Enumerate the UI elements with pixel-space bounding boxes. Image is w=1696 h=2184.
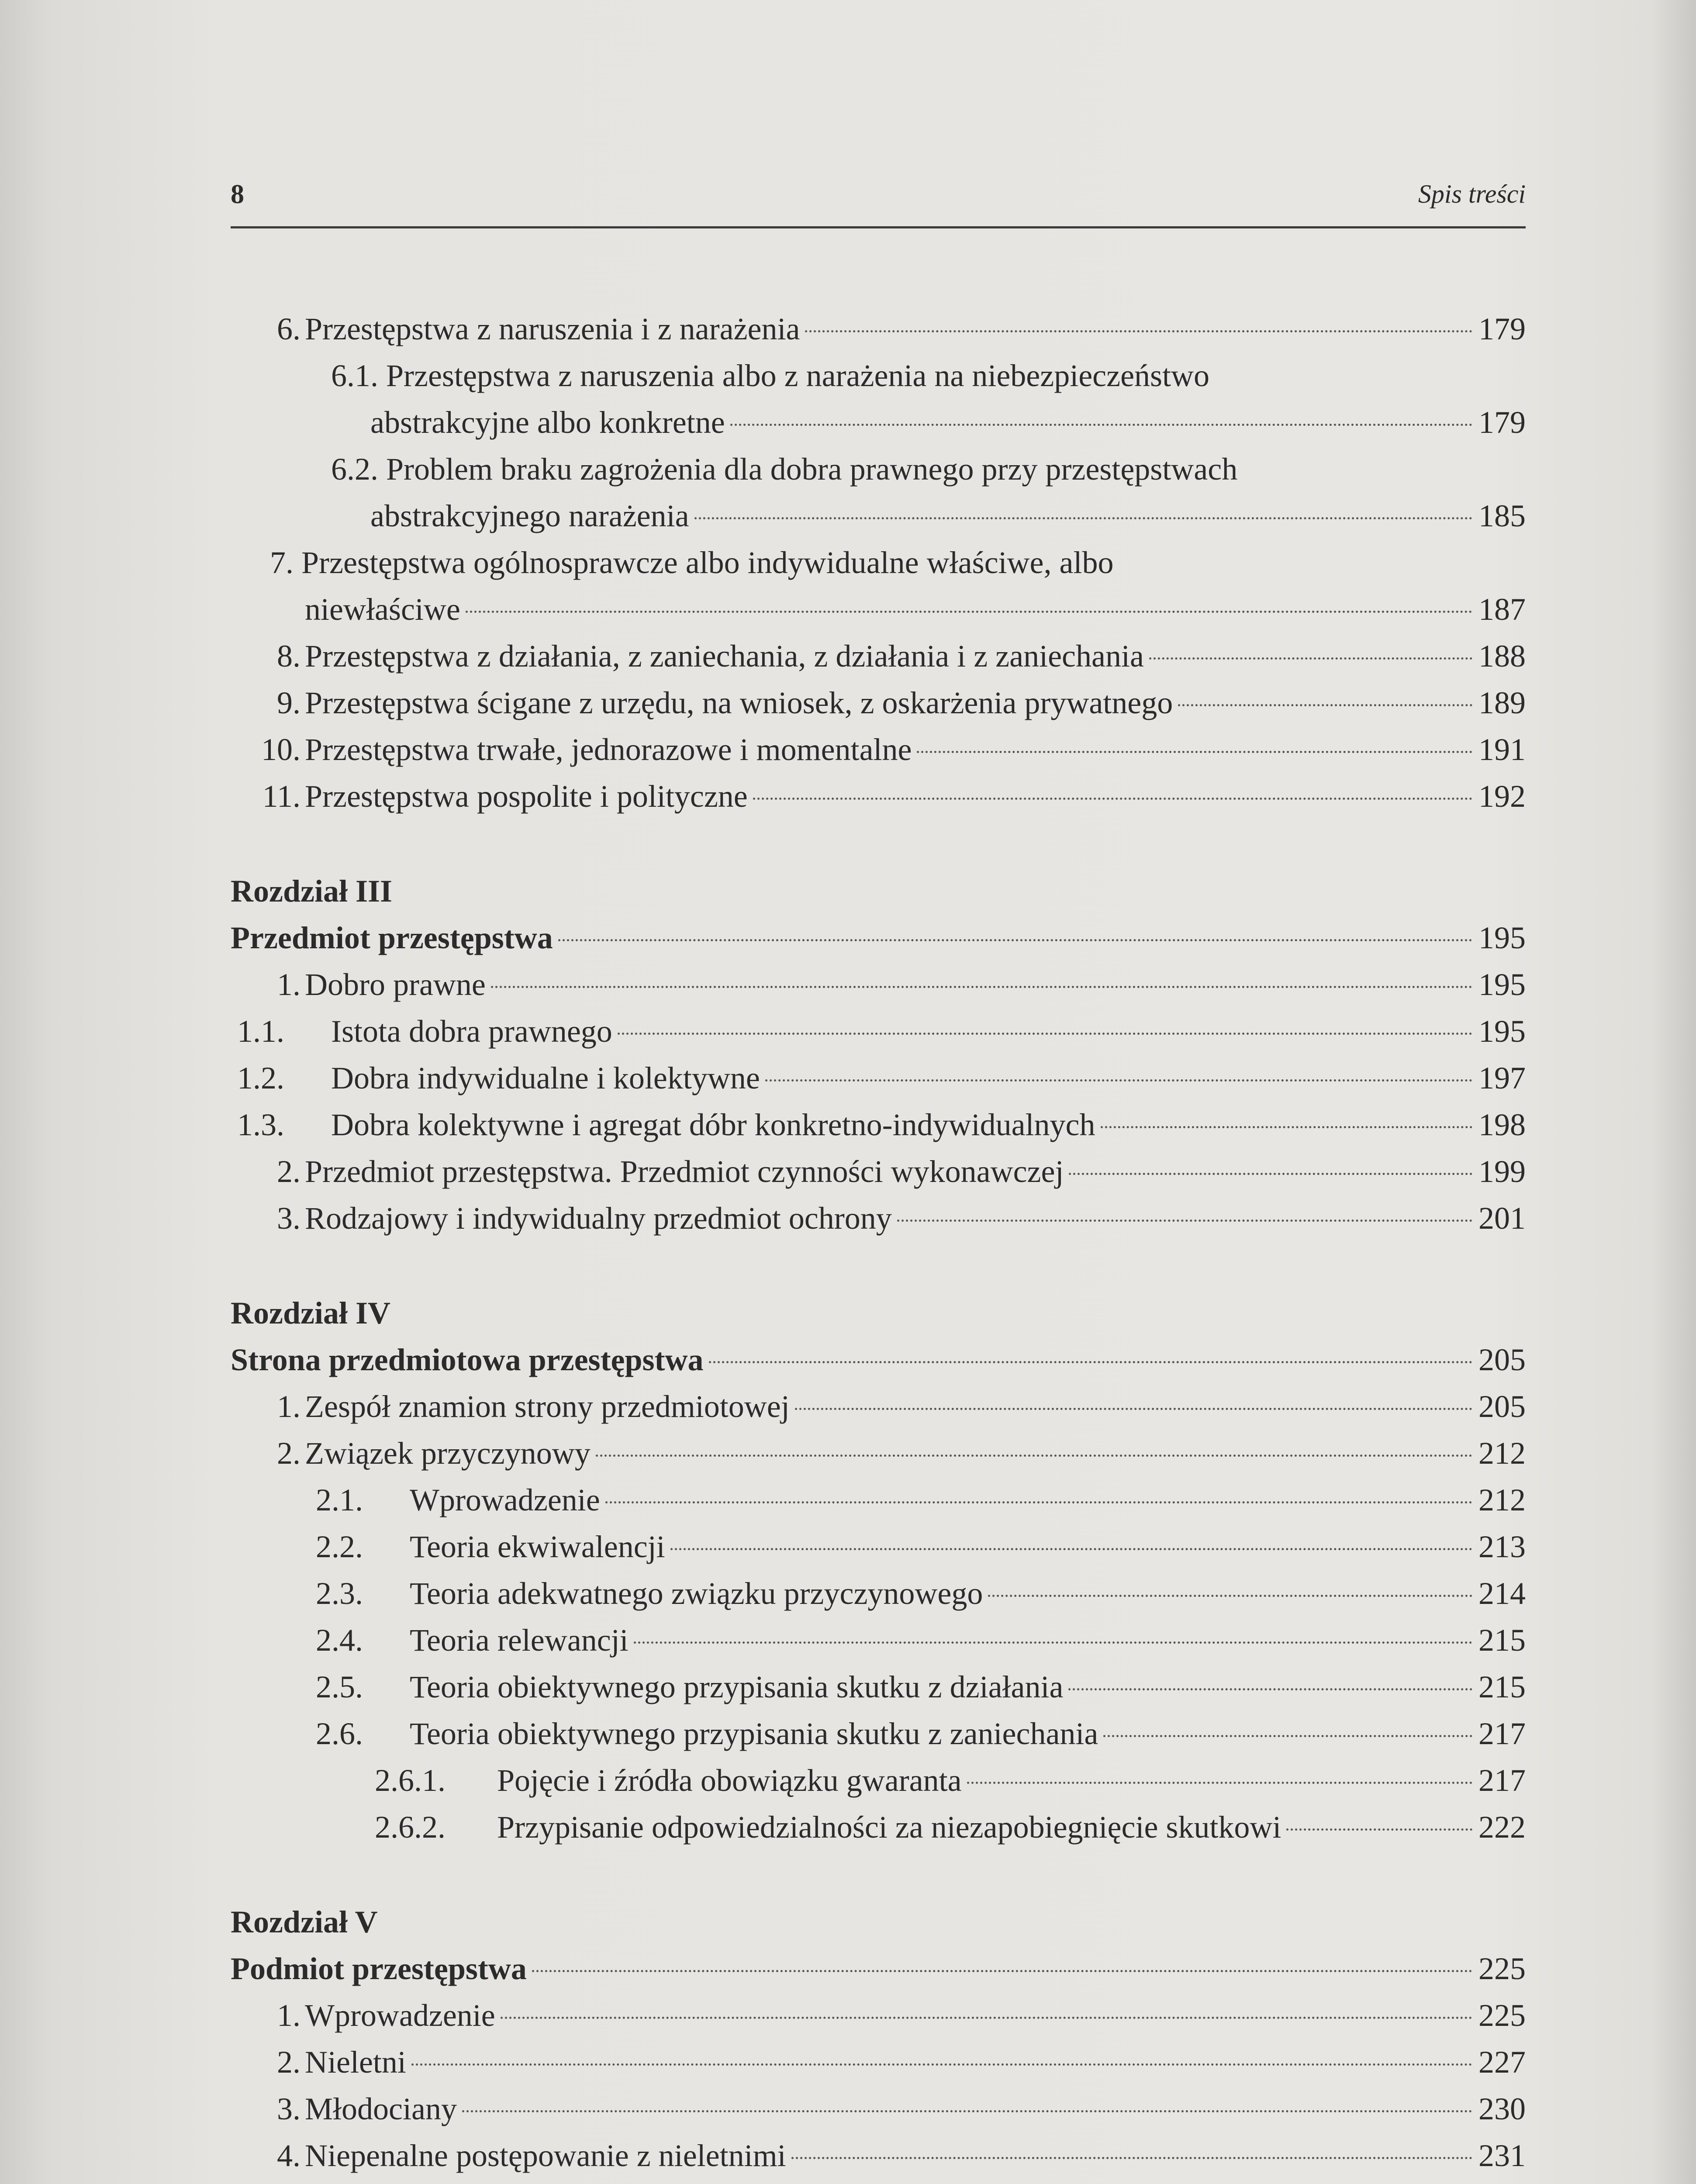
entry-number: 2.	[277, 1436, 301, 1471]
entry-page: 195	[1478, 920, 1526, 955]
entry-page: 212	[1478, 1482, 1526, 1517]
entry-page: 187	[1478, 592, 1526, 627]
entry-number: 7.	[270, 545, 294, 580]
entry-title: Dobra indywidualne i kolektywne	[331, 1061, 760, 1095]
entry-title: Przestępstwa ścigane z urzędu, na wniosek, z oskarżenia prywatnego	[305, 685, 1173, 720]
dot-leader	[1069, 1173, 1472, 1175]
dot-leader	[411, 2063, 1472, 2066]
dot-leader	[670, 1548, 1472, 1550]
toc-entry	[231, 306, 1526, 352]
entry-number: 2.3.	[316, 1576, 363, 1611]
entry-number: 2.6.2.	[375, 1810, 446, 1845]
entry-title: Wprowadzenie	[305, 1998, 495, 2033]
entry-page: 215	[1478, 1669, 1526, 1704]
chapter-title: Strona przedmiotowa przestępstwa	[231, 1342, 704, 1377]
chapter-title: Podmiot przestępstwa	[231, 1951, 527, 1986]
entry-title: Pojęcie i źródła obowiązku gwaranta	[497, 1763, 962, 1798]
entry-title: Teoria obiektywnego przypisania skutku z zaniechania	[410, 1716, 1098, 1751]
toc-entry	[231, 2132, 1526, 2179]
toc-entry	[231, 1477, 1526, 1524]
entry-number: 1.	[277, 1389, 301, 1424]
entry-title: Nieletni	[305, 2045, 406, 2080]
entry-page: 195	[1478, 1014, 1526, 1049]
entry-page: 197	[1478, 1061, 1526, 1095]
entry-page: 188	[1478, 639, 1526, 674]
entry-number: 2.	[277, 1154, 301, 1189]
entry-title: Dobro prawne	[305, 967, 486, 1002]
entry-number: 6.	[277, 311, 301, 346]
entry-title: Teoria obiektywnego przypisania skutku z działania	[410, 1669, 1064, 1704]
toc-entry-continuation	[231, 399, 1526, 446]
entry-number: 1.	[277, 967, 301, 1002]
entry-title: Istota dobra prawnego	[331, 1014, 612, 1049]
header-rule	[231, 226, 1526, 228]
entry-page: 179	[1478, 311, 1526, 346]
chapter-label: Rozdział III	[231, 874, 393, 909]
entry-page: 225	[1478, 1998, 1526, 2033]
entry-page: 201	[1478, 1201, 1526, 1236]
entry-number: 2.6.1.	[375, 1763, 446, 1798]
toc-entry	[231, 680, 1526, 726]
chapter-label: Rozdział IV	[231, 1296, 390, 1330]
entry-title: Związek przyczynowy	[305, 1436, 591, 1471]
chapter-title-entry	[231, 915, 1526, 961]
entry-title: Przestępstwa z naruszenia albo z narażenia na niebezpieczeństwo	[386, 358, 1210, 393]
dot-leader	[1068, 1688, 1472, 1690]
entry-number: 6.1.	[331, 358, 378, 393]
toc-entry	[231, 1383, 1526, 1430]
entry-title: Wprowadzenie	[410, 1482, 600, 1517]
entry-number: 11.	[262, 779, 301, 814]
toc-entry	[231, 352, 1526, 399]
entry-number: 3.	[277, 2091, 301, 2126]
entry-number: 6.2.	[331, 452, 378, 487]
entry-title: Dobra kolektywne i agregat dóbr konkretno-indywidualnych	[331, 1107, 1095, 1142]
entry-title: Rodzajowy i indywidualny przedmiot ochrony	[305, 1201, 892, 1236]
dot-leader	[618, 1033, 1472, 1035]
running-head	[231, 179, 1526, 227]
dot-leader	[605, 1501, 1472, 1503]
dot-leader	[491, 986, 1472, 988]
toc-entry	[231, 2179, 1526, 2184]
toc-entry	[231, 1804, 1526, 1851]
entry-page: 212	[1478, 1436, 1526, 1471]
chapter-title-entry	[231, 1946, 1526, 1992]
toc-entry	[231, 1055, 1526, 1102]
entry-number: 2.6.	[316, 1716, 363, 1751]
entry-number: 9.	[277, 685, 301, 720]
entry-number: 10.	[261, 732, 301, 767]
table-of-contents	[231, 306, 1526, 2184]
toc-entry	[231, 446, 1526, 493]
entry-title: Zespół znamion strony przedmiotowej	[305, 1389, 790, 1424]
entry-page: 189	[1478, 685, 1526, 720]
dot-leader	[1101, 1126, 1472, 1128]
entry-title: Teoria relewancji	[410, 1623, 629, 1658]
dot-leader	[558, 939, 1472, 941]
entry-title: Młodociany	[305, 2091, 457, 2126]
section-title: Spis treści	[1418, 180, 1526, 208]
toc-entry	[231, 1008, 1526, 1055]
dot-leader	[634, 1641, 1472, 1644]
dot-leader	[917, 751, 1472, 753]
toc-entry	[231, 1711, 1526, 1757]
toc-entry	[231, 726, 1526, 773]
toc-entry	[231, 2039, 1526, 2086]
entry-title: Problem braku zagrożenia dla dobra prawnego przy przestępstwach	[386, 452, 1238, 487]
entry-number: 1.	[277, 1998, 301, 2033]
entry-page: 215	[1478, 1623, 1526, 1658]
entry-page: 230	[1478, 2091, 1526, 2126]
entry-title: Przedmiot przestępstwa. Przedmiot czynności wykonawczej	[305, 1154, 1064, 1189]
chapter-label: Rozdział V	[231, 1904, 378, 1939]
toc-entry	[231, 1102, 1526, 1148]
toc-entry-continuation	[231, 586, 1526, 633]
dot-leader	[694, 517, 1472, 519]
toc-entry	[231, 1524, 1526, 1570]
entry-page: 185	[1478, 498, 1526, 533]
toc-entry	[231, 773, 1526, 820]
entry-title: Przestępstwa ogólnosprawcze albo indywidualne właściwe, albo	[301, 545, 1114, 580]
chapter-title: Przedmiot przestępstwa	[231, 920, 553, 955]
entry-page: 198	[1478, 1107, 1526, 1142]
entry-number: 2.	[277, 2045, 301, 2080]
toc-entry-continuation	[231, 493, 1526, 539]
entry-page: 231	[1478, 2138, 1526, 2173]
entry-page: 213	[1478, 1529, 1526, 1564]
entry-title: Przestępstwa trwałe, jednorazowe i momentalne	[305, 732, 912, 767]
entry-title-continued: niewłaściwe	[305, 592, 460, 627]
entry-number: 3.	[277, 1201, 301, 1236]
dot-leader	[596, 1455, 1472, 1457]
dot-leader	[1149, 657, 1472, 660]
entry-page: 225	[1478, 1951, 1526, 1986]
toc-entry	[231, 961, 1526, 1008]
entry-page: 191	[1478, 732, 1526, 767]
entry-number: 1.2.	[237, 1061, 284, 1095]
toc-entry	[231, 633, 1526, 680]
entry-title: Przestępstwa z działania, z zaniechania, z działania i z zaniechania	[305, 639, 1144, 674]
dot-leader	[795, 1408, 1472, 1410]
entry-number: 2.4.	[316, 1623, 363, 1658]
dot-leader	[897, 1220, 1472, 1222]
entry-number: 2.1.	[316, 1482, 363, 1517]
dot-leader	[709, 1361, 1472, 1363]
toc-entry	[231, 1664, 1526, 1711]
toc-entry	[231, 539, 1526, 586]
entry-page: 205	[1478, 1342, 1526, 1377]
dot-leader	[501, 2017, 1472, 2019]
entry-page: 192	[1478, 779, 1526, 814]
entry-page: 179	[1478, 405, 1526, 440]
chapter-title-entry	[231, 1337, 1526, 1383]
dot-leader	[462, 2110, 1472, 2112]
dot-leader	[1103, 1735, 1472, 1737]
entry-title: Niepenalne postępowanie z nieletnimi	[305, 2138, 786, 2173]
entry-number: 2.2.	[316, 1529, 363, 1564]
entry-title: Teoria adekwatnego związku przyczynowego	[410, 1576, 983, 1611]
entry-number: 1.1.	[237, 1014, 284, 1049]
entry-title-continued: abstrakcyjnego narażenia	[370, 498, 689, 533]
dot-leader	[1178, 704, 1472, 706]
toc-entry	[231, 1195, 1526, 1242]
entry-title: Przypisanie odpowiedzialności za niezapobiegnięcie skutkowi	[497, 1810, 1281, 1845]
dot-leader	[730, 424, 1472, 426]
toc-entry	[231, 1570, 1526, 1617]
dot-leader	[466, 611, 1472, 613]
entry-title: Teoria ekwiwalencji	[410, 1529, 665, 1564]
toc-entry	[231, 1148, 1526, 1195]
entry-title: Przestępstwa pospolite i polityczne	[305, 779, 748, 814]
entry-page: 217	[1478, 1716, 1526, 1751]
entry-page: 205	[1478, 1389, 1526, 1424]
dot-leader	[1286, 1828, 1472, 1831]
dot-leader	[765, 1079, 1472, 1082]
entry-number: 4.	[277, 2138, 301, 2173]
entry-page: 222	[1478, 1810, 1526, 1845]
entry-title-continued: abstrakcyjne albo konkretne	[370, 405, 725, 440]
entry-page: 199	[1478, 1154, 1526, 1189]
dot-leader	[791, 2157, 1472, 2159]
entry-page: 227	[1478, 2045, 1526, 2080]
entry-number: 8.	[277, 639, 301, 674]
page-number: 8	[231, 180, 244, 209]
entry-number: 2.5.	[316, 1669, 363, 1704]
toc-entry	[231, 1430, 1526, 1477]
toc-entry	[231, 1617, 1526, 1664]
entry-page: 195	[1478, 967, 1526, 1002]
entry-page: 214	[1478, 1576, 1526, 1611]
toc-entry	[231, 1992, 1526, 2039]
toc-entry	[231, 1757, 1526, 1804]
dot-leader	[967, 1782, 1472, 1784]
dot-leader	[988, 1595, 1472, 1597]
dot-leader	[532, 1970, 1472, 1972]
entry-title: Przestępstwa z naruszenia i z narażenia	[305, 311, 800, 346]
entry-page: 217	[1478, 1763, 1526, 1798]
dot-leader	[805, 330, 1472, 332]
dot-leader	[753, 798, 1472, 800]
toc-entry	[231, 2086, 1526, 2132]
entry-number: 1.3.	[237, 1107, 284, 1142]
